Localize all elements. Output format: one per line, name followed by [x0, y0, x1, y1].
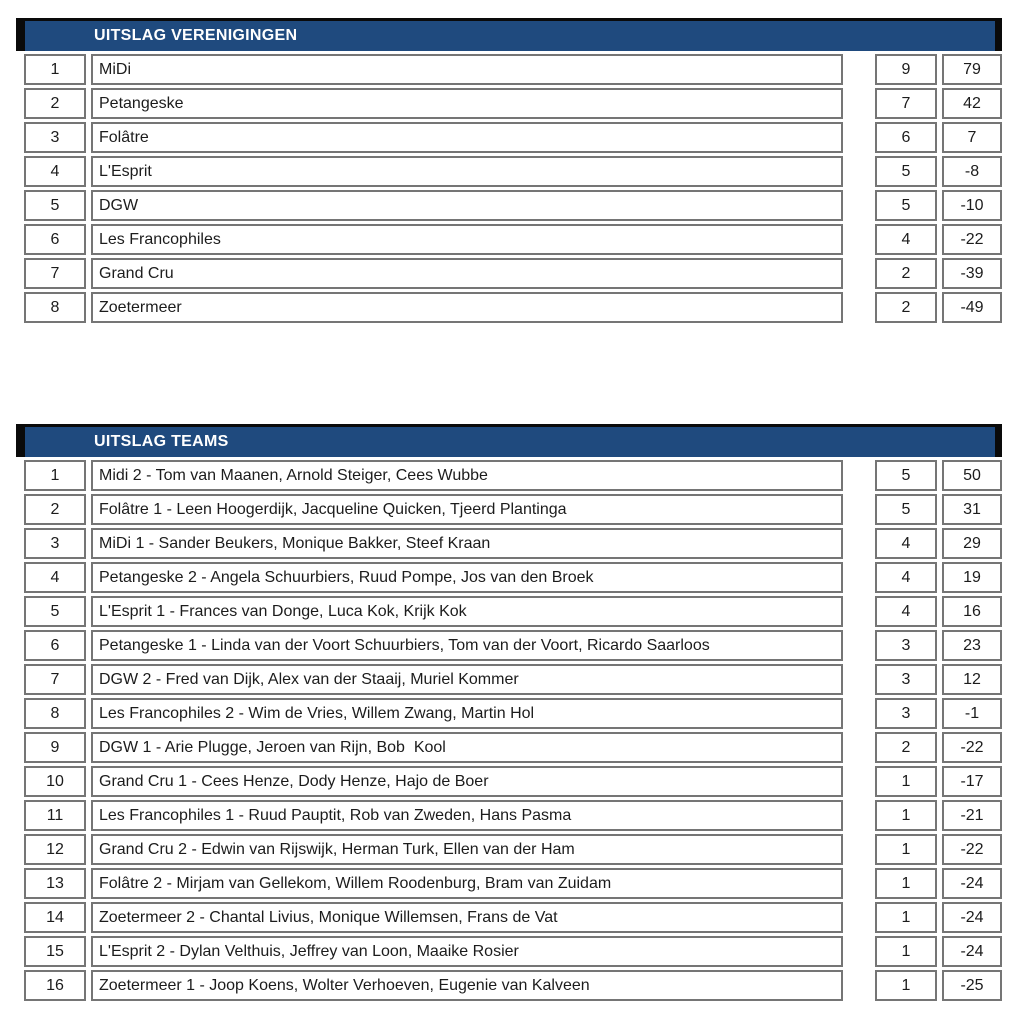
name-cell: DGW 1 - Arie Plugge, Jeroen van Rijn, Bob Kool [91, 732, 843, 763]
column-spacer [848, 528, 870, 559]
saldo-cell: 19 [942, 562, 1002, 593]
name-cell: Folâtre 1 - Leen Hoogerdijk, Jacqueline Quicken, Tjeerd Plantinga [91, 494, 843, 525]
saldo-cell: 79 [942, 54, 1002, 85]
rank-cell: 5 [24, 190, 86, 221]
wins-cell: 3 [875, 698, 937, 729]
column-spacer [848, 562, 870, 593]
saldo-cell: -24 [942, 936, 1002, 967]
teams-table-header [16, 424, 1002, 457]
teams-table [16, 424, 1002, 1001]
wins-cell: 1 [875, 834, 937, 865]
wins-cell: 1 [875, 970, 937, 1001]
rank-cell: 2 [24, 88, 86, 119]
rank-cell: 4 [24, 562, 86, 593]
saldo-cell: 23 [942, 630, 1002, 661]
name-cell: Zoetermeer 2 - Chantal Livius, Monique Willemsen, Frans de Vat [91, 902, 843, 933]
column-spacer [848, 224, 870, 255]
name-cell: Folâtre [91, 122, 843, 153]
name-cell: Petangeske [91, 88, 843, 119]
wins-cell: 4 [875, 596, 937, 627]
rank-cell: 8 [24, 698, 86, 729]
saldo-cell: -24 [942, 902, 1002, 933]
rank-cell: 15 [24, 936, 86, 967]
name-cell: Folâtre 2 - Mirjam van Gellekom, Willem Roodenburg, Bram van Zuidam [91, 868, 843, 899]
rank-cell: 9 [24, 732, 86, 763]
wins-cell: 1 [875, 868, 937, 899]
name-cell: L'Esprit [91, 156, 843, 187]
name-cell: MiDi 1 - Sander Beukers, Monique Bakker, Steef Kraan [91, 528, 843, 559]
saldo-cell: -25 [942, 970, 1002, 1001]
wins-cell: 9 [875, 54, 937, 85]
rank-cell: 6 [24, 630, 86, 661]
wins-cell: 1 [875, 766, 937, 797]
saldo-cell: -24 [942, 868, 1002, 899]
saldo-cell: -39 [942, 258, 1002, 289]
name-cell: Grand Cru 1 - Cees Henze, Dody Henze, Hajo de Boer [91, 766, 843, 797]
name-cell: MiDi [91, 54, 843, 85]
name-cell: L'Esprit 2 - Dylan Velthuis, Jeffrey van Loon, Maaike Rosier [91, 936, 843, 967]
column-spacer [848, 292, 870, 323]
teams-table-rows [24, 460, 1002, 1001]
saldo-cell: -1 [942, 698, 1002, 729]
saldo-cell: 12 [942, 664, 1002, 695]
wins-cell: 5 [875, 156, 937, 187]
saldo-cell: -10 [942, 190, 1002, 221]
wins-cell: 7 [875, 88, 937, 119]
wins-cell: 5 [875, 494, 937, 525]
saldo-cell: -22 [942, 834, 1002, 865]
name-cell: Midi 2 - Tom van Maanen, Arnold Steiger, Cees Wubbe [91, 460, 843, 491]
wins-cell: 1 [875, 902, 937, 933]
name-cell: Zoetermeer [91, 292, 843, 323]
name-cell: Grand Cru 2 - Edwin van Rijswijk, Herman Turk, Ellen van der Ham [91, 834, 843, 865]
rank-cell: 5 [24, 596, 86, 627]
name-cell: DGW [91, 190, 843, 221]
rank-cell: 6 [24, 224, 86, 255]
saldo-cell: -22 [942, 732, 1002, 763]
column-spacer [848, 494, 870, 525]
wins-cell: 2 [875, 292, 937, 323]
wins-cell: 5 [875, 190, 937, 221]
column-spacer [848, 766, 870, 797]
wins-cell: 4 [875, 562, 937, 593]
saldo-cell: 31 [942, 494, 1002, 525]
verenigingen-table-header [16, 18, 1002, 51]
wins-cell: 3 [875, 630, 937, 661]
wins-cell: 4 [875, 528, 937, 559]
verenigingen-table [16, 18, 1002, 323]
rank-cell: 3 [24, 528, 86, 559]
saldo-cell: -49 [942, 292, 1002, 323]
wins-cell: 1 [875, 800, 937, 831]
wins-cell: 2 [875, 258, 937, 289]
saldo-cell: 29 [942, 528, 1002, 559]
name-cell: Petangeske 2 - Angela Schuurbiers, Ruud Pompe, Jos van den Broek [91, 562, 843, 593]
name-cell: Petangeske 1 - Linda van der Voort Schuurbiers, Tom van der Voort, Ricardo Saarloos [91, 630, 843, 661]
column-spacer [848, 732, 870, 763]
rank-cell: 2 [24, 494, 86, 525]
column-spacer [848, 122, 870, 153]
wins-cell: 1 [875, 936, 937, 967]
column-spacer [848, 902, 870, 933]
name-cell: DGW 2 - Fred van Dijk, Alex van der Staaij, Muriel Kommer [91, 664, 843, 695]
wins-cell: 2 [875, 732, 937, 763]
rank-cell: 13 [24, 868, 86, 899]
rank-cell: 7 [24, 258, 86, 289]
saldo-cell: 50 [942, 460, 1002, 491]
rank-cell: 1 [24, 460, 86, 491]
column-spacer [848, 596, 870, 627]
column-spacer [848, 156, 870, 187]
rank-cell: 8 [24, 292, 86, 323]
saldo-cell: -22 [942, 224, 1002, 255]
column-spacer [848, 936, 870, 967]
rank-cell: 4 [24, 156, 86, 187]
column-spacer [848, 460, 870, 491]
column-spacer [848, 664, 870, 695]
rank-cell: 3 [24, 122, 86, 153]
rank-cell: 14 [24, 902, 86, 933]
rank-cell: 1 [24, 54, 86, 85]
rank-cell: 16 [24, 970, 86, 1001]
column-spacer [848, 834, 870, 865]
wins-cell: 5 [875, 460, 937, 491]
rank-cell: 12 [24, 834, 86, 865]
column-spacer [848, 54, 870, 85]
column-spacer [848, 698, 870, 729]
name-cell: Les Francophiles 2 - Wim de Vries, Willem Zwang, Martin Hol [91, 698, 843, 729]
wins-cell: 6 [875, 122, 937, 153]
wins-cell: 4 [875, 224, 937, 255]
name-cell: Les Francophiles [91, 224, 843, 255]
verenigingen-table-rows [24, 54, 1002, 323]
name-cell: Grand Cru [91, 258, 843, 289]
column-spacer [848, 258, 870, 289]
saldo-cell: 7 [942, 122, 1002, 153]
teams-table-title: UITSLAG TEAMS [94, 433, 229, 450]
column-spacer [848, 630, 870, 661]
name-cell: Les Francophiles 1 - Ruud Pauptit, Rob van Zweden, Hans Pasma [91, 800, 843, 831]
rank-cell: 11 [24, 800, 86, 831]
saldo-cell: 16 [942, 596, 1002, 627]
verenigingen-table-title: UITSLAG VERENIGINGEN [94, 27, 298, 44]
rank-cell: 10 [24, 766, 86, 797]
saldo-cell: -8 [942, 156, 1002, 187]
column-spacer [848, 868, 870, 899]
rank-cell: 7 [24, 664, 86, 695]
saldo-cell: -17 [942, 766, 1002, 797]
column-spacer [848, 190, 870, 221]
column-spacer [848, 800, 870, 831]
column-spacer [848, 88, 870, 119]
saldo-cell: 42 [942, 88, 1002, 119]
name-cell: L'Esprit 1 - Frances van Donge, Luca Kok, Krijk Kok [91, 596, 843, 627]
name-cell: Zoetermeer 1 - Joop Koens, Wolter Verhoeven, Eugenie van Kalveen [91, 970, 843, 1001]
saldo-cell: -21 [942, 800, 1002, 831]
column-spacer [848, 970, 870, 1001]
wins-cell: 3 [875, 664, 937, 695]
